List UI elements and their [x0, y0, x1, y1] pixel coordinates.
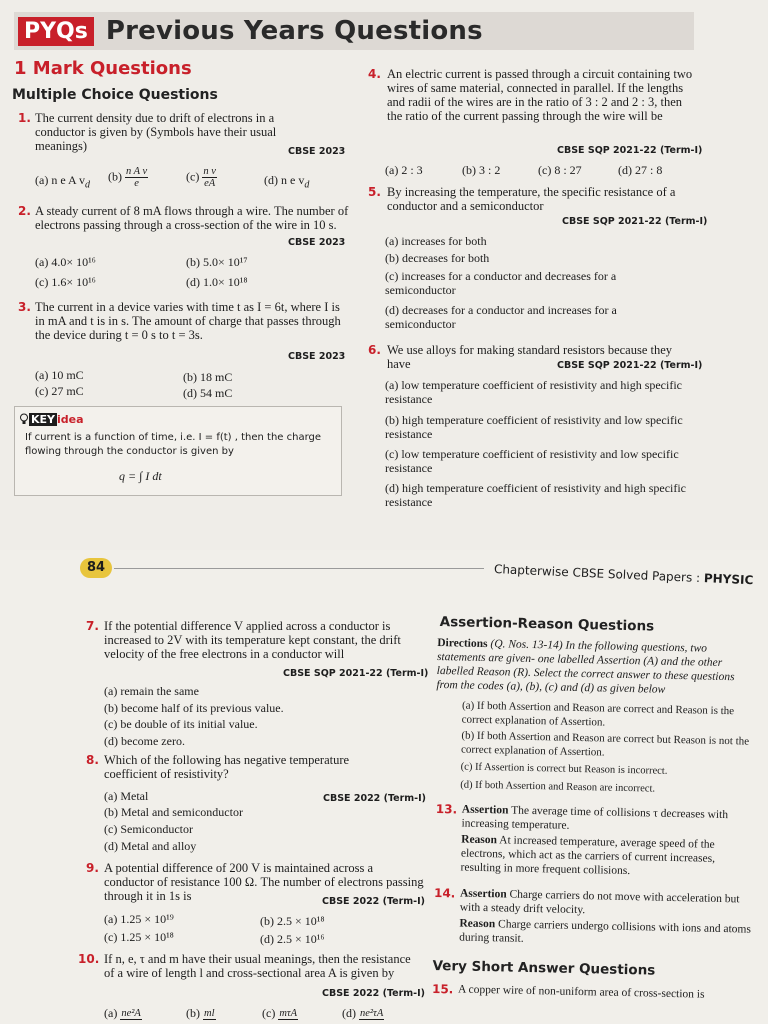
q8-text: Which of the following has negative temperature coefficient of resistivity? — [104, 753, 350, 781]
q1-number: 1. — [18, 111, 31, 125]
q4-tag: CBSE SQP 2021-22 (Term-I) — [557, 145, 703, 156]
lightbulb-icon — [19, 413, 29, 425]
q9-option-c: (c) 1.25 × 10¹⁸ — [104, 930, 174, 944]
q10-option-d: (d) ne²τA — [342, 1006, 384, 1020]
q5-text: By increasing the temperature, the specific resistance of a conductor and a semiconductor — [387, 185, 676, 213]
page-number: 84 — [80, 558, 112, 578]
q7-option-b: (b) become half of its previous value. — [104, 701, 284, 715]
q10-text: If n, e, τ and m have their usual meanings, then the resistance of a wire of length l and cross-sectional area A is given by — [104, 952, 411, 980]
q6-text: We use alloys for making standard resistors because they have — [387, 343, 673, 371]
q3-option-a: (a) 10 mC — [35, 368, 84, 382]
q7-option-a: (a) remain the same — [104, 684, 199, 698]
q7-number: 7. — [86, 619, 99, 633]
q10-option-c: (c) mτA — [262, 1006, 298, 1020]
q8-option-b: (b) Metal and semiconductor — [104, 805, 243, 819]
q2-tag: CBSE 2023 — [288, 237, 346, 248]
q14-reason: Reason Charge carriers undergo collisions with ions and atoms during transit. — [459, 917, 752, 945]
q5-option-d: (d) decreases for a conductor and increases for a semiconductor — [385, 303, 617, 331]
q2-option-c: (c) 1.6× 10¹⁶ — [35, 275, 96, 289]
q10-option-a: (a) ne²A — [104, 1006, 141, 1020]
q4-option-c: (c) 8 : 27 — [538, 163, 582, 177]
q8-tag: CBSE 2022 (Term-I) — [323, 793, 427, 804]
q7-option-d: (d) become zero. — [104, 734, 185, 748]
q13-assertion: Assertion The average time of collisions τ decreases with increasing temperature. — [461, 803, 729, 832]
q3-tag: CBSE 2023 — [288, 351, 346, 362]
one-mark-heading: 1 Mark Questions — [14, 58, 192, 79]
q7-tag: CBSE SQP 2021-22 (Term-I) — [283, 668, 429, 679]
q4-option-d: (d) 27 : 8 — [618, 163, 663, 177]
q5-option-a: (a) increases for both — [385, 234, 487, 248]
q6-option-a: (a) low temperature coefficient of resistivity and high specific resistance — [385, 378, 682, 406]
q8-option-c: (c) Semiconductor — [104, 822, 193, 836]
q5-tag: CBSE SQP 2021-22 (Term-I) — [562, 216, 708, 227]
q5-option-c: (c) increases for a conductor and decreases for a semiconductor — [385, 269, 617, 297]
q9-option-d: (d) 2.5 × 10¹⁶ — [260, 932, 325, 946]
q4-option-a: (a) 2 : 3 — [385, 163, 423, 177]
ar-option-d: (d) If both Assertion and Reason are incorrect. — [460, 779, 656, 795]
q9-option-a: (a) 1.25 × 10¹⁹ — [104, 912, 174, 926]
q1-option-d: (d) n e $v_d$ — [264, 173, 310, 191]
key-idea-label: KEY idea — [31, 413, 84, 426]
ar-option-a: (a) If both Assertion and Reason are correct and Reason is the correct explanation of Assertion. — [461, 699, 735, 729]
q6-option-d: (d) high temperature coefficient of resistivity and high specific resistance — [385, 481, 687, 509]
q1-option-c: (c) $\frac{\text{n v}}{eA}$ — [186, 166, 216, 189]
q1-tag: CBSE 2023 — [288, 146, 346, 157]
footer-rule — [114, 568, 484, 569]
q2-option-b: (b) 5.0× 10¹⁷ — [186, 255, 248, 269]
q13-reason: Reason At increased temperature, average speed of the electrons, which act as the carriers of current increases, resulting in more frequent collisions. — [460, 833, 716, 878]
q8-option-a: (a) Metal — [104, 789, 149, 803]
q9-tag: CBSE 2022 (Term-I) — [322, 896, 426, 907]
q7-option-c: (c) be double of its initial value. — [104, 717, 258, 731]
q8-option-d: (d) Metal and alloy — [104, 839, 197, 853]
q4-text: An electric current is passed through a circuit containing two wires of same material, connected in parallel. If the lengths and radii of the wires are in the ratio of 3 : 2 and 2 : 3, then the ratio of the current passing through the wire will be — [387, 67, 693, 123]
q3-option-c: (c) 27 mC — [35, 384, 84, 398]
q3-text: The current in a device varies with time t as I = 6t, where I is in mA and t is in s. The amount of charge that passes through the device during t = 0 s to t = 3s. — [35, 300, 341, 342]
right-column — [430, 610, 768, 1022]
very-short-heading: Very Short Answer Questions — [432, 957, 656, 979]
ar-option-c: (c) If Assertion is correct but Reason is incorrect. — [460, 761, 668, 777]
q1-option-b: (b) $\frac{\text{n A v}}{e}$ — [108, 166, 148, 189]
section-header — [14, 12, 694, 50]
q6-option-c: (c) low temperature coefficient of resistivity and low specific resistance — [385, 447, 679, 475]
q2-number: 2. — [18, 204, 31, 218]
q15-number: 15. — [431, 981, 454, 997]
directions-text: Directions (Q. Nos. 13-14) In the following questions, two statements are given- one labelled Assertion (A) and the other labelled Reason (R). Select the correct answer to these questions from the codes (a), (b), (c) and (d) as given below — [436, 636, 735, 696]
pyqs-badge: PYQs — [18, 17, 94, 46]
q6-number: 6. — [368, 343, 381, 357]
q9-option-b: (b) 2.5 × 10¹⁸ — [260, 914, 325, 928]
mcq-heading: Multiple Choice Questions — [12, 87, 218, 103]
q7-text: If the potential difference V applied across a conductor is increased to 2V with its temperature kept constant, the drift velocity of the free electrons in a conductor will — [104, 619, 401, 661]
q8-number: 8. — [86, 753, 99, 767]
key-idea-text: If current is a function of time, i.e. I = f(t) , then the charge flowing through the conductor is given by — [25, 432, 322, 457]
key-idea-box — [14, 406, 342, 496]
q6-option-b: (b) high temperature coefficient of resistivity and low specific resistance — [385, 413, 683, 441]
q1-option-a: (a) n e A $v_d$ — [35, 173, 90, 191]
q3-option-b: (b) 18 mC — [183, 370, 233, 384]
key-idea-formula: q = ∫ I dt — [119, 469, 162, 483]
q10-tag: CBSE 2022 (Term-I) — [322, 988, 426, 999]
q13-number: 13. — [435, 801, 458, 817]
ar-option-b: (b) If both Assertion and Reason are correct but Reason is not the correct explanation of Assertion. — [460, 729, 750, 759]
q15-text: A copper wire of non-uniform area of cross-section is — [457, 983, 705, 1001]
q5-option-b: (b) decreases for both — [385, 251, 490, 265]
q10-option-b: (b) ml — [186, 1006, 215, 1020]
q1-text: The current density due to drift of electrons in a conductor is given by (Symbols have their usual meanings) — [35, 111, 277, 153]
header-title: Previous Years Questions — [105, 16, 483, 46]
q14-number: 14. — [433, 885, 456, 901]
q10-number: 10. — [78, 952, 100, 966]
assertion-heading: Assertion-Reason Questions — [439, 614, 655, 635]
q4-option-b: (b) 3 : 2 — [462, 163, 501, 177]
q5-number: 5. — [368, 185, 381, 199]
q9-text: A potential difference of 200 V is maintained across a conductor of resistance 100 Ω. The number of electrons passing through it in 1s is — [104, 861, 424, 903]
q3-number: 3. — [18, 300, 31, 314]
running-title: Chapterwise CBSE Solved Papers : PHYSIC — [493, 562, 754, 588]
q9-number: 9. — [86, 861, 99, 875]
q6-tag: CBSE SQP 2021-22 (Term-I) — [557, 360, 703, 371]
q4-number: 4. — [368, 67, 381, 81]
q14-assertion: Assertion Charge carriers do not move with acceleration but with a steady drift velocity. — [459, 887, 740, 917]
q3-option-d: (d) 54 mC — [183, 386, 233, 400]
q2-option-d: (d) 1.0× 10¹⁸ — [186, 275, 248, 289]
q2-text: A steady current of 8 mA flows through a wire. The number of electrons passing through a cross-section of the wire in 10 s. — [35, 204, 349, 232]
q2-option-a: (a) 4.0× 10¹⁶ — [35, 255, 96, 269]
